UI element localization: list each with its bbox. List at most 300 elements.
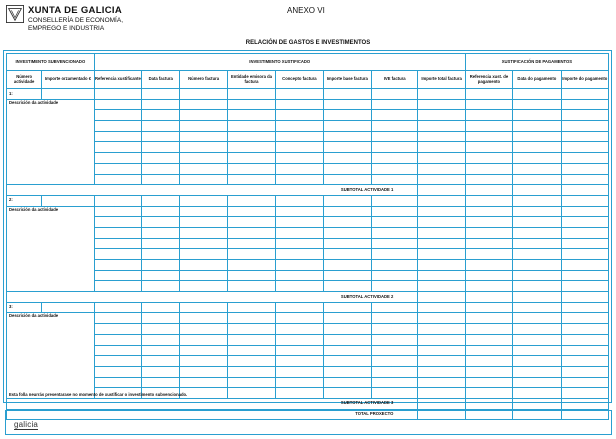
table-cell[interactable]	[94, 302, 141, 313]
table-cell[interactable]	[418, 110, 465, 121]
table-cell[interactable]	[227, 195, 275, 206]
table-cell[interactable]	[371, 249, 417, 260]
table-cell[interactable]	[94, 334, 141, 345]
table-cell[interactable]	[227, 227, 275, 238]
table-cell[interactable]	[94, 366, 141, 377]
table-cell[interactable]	[142, 89, 180, 100]
table-cell[interactable]	[561, 377, 608, 388]
budget-amount-cell[interactable]	[42, 89, 94, 100]
table-cell[interactable]	[561, 153, 608, 164]
table-cell[interactable]	[561, 302, 608, 313]
activity-description[interactable]: Descrición da actividade	[7, 313, 95, 399]
table-cell[interactable]	[513, 174, 561, 185]
table-cell[interactable]	[180, 99, 227, 110]
table-cell[interactable]	[227, 377, 275, 388]
table-cell[interactable]	[180, 270, 227, 281]
table-cell[interactable]	[227, 313, 275, 324]
table-cell[interactable]	[227, 153, 275, 164]
table-cell[interactable]	[323, 89, 371, 100]
subtotal-cell[interactable]	[513, 292, 561, 303]
table-cell[interactable]	[276, 89, 323, 100]
subtotal-cell[interactable]	[418, 292, 465, 303]
table-cell[interactable]	[276, 249, 323, 260]
table-cell[interactable]	[561, 121, 608, 132]
table-cell[interactable]	[276, 121, 323, 132]
table-cell[interactable]	[227, 302, 275, 313]
table-cell[interactable]	[142, 142, 180, 153]
table-cell[interactable]	[418, 174, 465, 185]
table-cell[interactable]	[561, 388, 608, 399]
table-cell[interactable]	[323, 334, 371, 345]
table-cell[interactable]	[513, 206, 561, 217]
table-cell[interactable]	[371, 217, 417, 228]
table-cell[interactable]	[276, 313, 323, 324]
table-cell[interactable]	[513, 142, 561, 153]
table-cell[interactable]	[276, 153, 323, 164]
table-cell[interactable]	[561, 99, 608, 110]
table-cell[interactable]	[142, 110, 180, 121]
table-cell[interactable]	[465, 260, 512, 271]
table-cell[interactable]	[465, 121, 512, 132]
table-cell[interactable]	[323, 302, 371, 313]
table-cell[interactable]	[513, 89, 561, 100]
table-cell[interactable]	[561, 142, 608, 153]
table-cell[interactable]	[465, 356, 512, 367]
table-cell[interactable]	[418, 153, 465, 164]
table-cell[interactable]	[180, 356, 227, 367]
table-cell[interactable]	[94, 324, 141, 335]
subtotal-cell[interactable]	[561, 185, 608, 196]
table-cell[interactable]	[561, 345, 608, 356]
table-cell[interactable]	[227, 345, 275, 356]
table-cell[interactable]	[371, 270, 417, 281]
table-cell[interactable]	[94, 195, 141, 206]
table-cell[interactable]	[94, 110, 141, 121]
table-cell[interactable]	[94, 131, 141, 142]
subtotal-cell[interactable]	[418, 398, 465, 409]
table-cell[interactable]	[418, 388, 465, 399]
table-cell[interactable]	[465, 388, 512, 399]
table-cell[interactable]	[94, 281, 141, 292]
table-cell[interactable]	[371, 377, 417, 388]
table-cell[interactable]	[465, 163, 512, 174]
table-cell[interactable]	[418, 195, 465, 206]
table-cell[interactable]	[323, 163, 371, 174]
table-cell[interactable]	[465, 334, 512, 345]
table-cell[interactable]	[371, 345, 417, 356]
table-cell[interactable]	[465, 174, 512, 185]
table-cell[interactable]	[180, 366, 227, 377]
table-cell[interactable]	[418, 163, 465, 174]
budget-amount-cell[interactable]	[42, 195, 94, 206]
table-cell[interactable]	[513, 110, 561, 121]
table-cell[interactable]	[418, 345, 465, 356]
table-cell[interactable]	[513, 249, 561, 260]
table-cell[interactable]	[418, 142, 465, 153]
table-cell[interactable]	[323, 142, 371, 153]
activity-description[interactable]: Descrición da actividade	[7, 99, 95, 185]
table-cell[interactable]	[180, 281, 227, 292]
table-cell[interactable]	[513, 345, 561, 356]
table-cell[interactable]	[180, 217, 227, 228]
table-cell[interactable]	[227, 334, 275, 345]
subtotal-cell[interactable]	[465, 185, 512, 196]
table-cell[interactable]	[465, 153, 512, 164]
table-cell[interactable]	[465, 281, 512, 292]
table-cell[interactable]	[94, 377, 141, 388]
table-cell[interactable]	[418, 377, 465, 388]
table-cell[interactable]	[227, 388, 275, 399]
table-cell[interactable]	[227, 366, 275, 377]
table-cell[interactable]	[180, 334, 227, 345]
table-cell[interactable]	[323, 121, 371, 132]
table-cell[interactable]	[180, 249, 227, 260]
table-cell[interactable]	[142, 313, 180, 324]
table-cell[interactable]	[276, 99, 323, 110]
table-cell[interactable]	[142, 163, 180, 174]
table-cell[interactable]	[227, 110, 275, 121]
table-cell[interactable]	[371, 281, 417, 292]
table-cell[interactable]	[227, 356, 275, 367]
table-cell[interactable]	[465, 110, 512, 121]
table-cell[interactable]	[276, 174, 323, 185]
table-cell[interactable]	[180, 153, 227, 164]
table-cell[interactable]	[323, 110, 371, 121]
table-cell[interactable]	[418, 366, 465, 377]
table-cell[interactable]	[323, 238, 371, 249]
table-cell[interactable]	[465, 195, 512, 206]
table-cell[interactable]	[142, 260, 180, 271]
table-cell[interactable]	[561, 260, 608, 271]
table-cell[interactable]	[371, 302, 417, 313]
table-cell[interactable]	[227, 206, 275, 217]
table-cell[interactable]	[94, 89, 141, 100]
table-cell[interactable]	[142, 270, 180, 281]
table-cell[interactable]	[418, 270, 465, 281]
subtotal-cell[interactable]	[513, 185, 561, 196]
table-cell[interactable]	[371, 324, 417, 335]
table-cell[interactable]	[142, 324, 180, 335]
table-cell[interactable]	[371, 260, 417, 271]
table-cell[interactable]	[276, 195, 323, 206]
table-cell[interactable]	[276, 110, 323, 121]
table-cell[interactable]	[323, 260, 371, 271]
table-cell[interactable]	[371, 89, 417, 100]
table-cell[interactable]	[513, 121, 561, 132]
table-cell[interactable]	[180, 89, 227, 100]
table-cell[interactable]	[371, 142, 417, 153]
table-cell[interactable]	[276, 270, 323, 281]
table-cell[interactable]	[227, 142, 275, 153]
table-cell[interactable]	[371, 99, 417, 110]
table-cell[interactable]	[418, 334, 465, 345]
table-cell[interactable]	[323, 227, 371, 238]
table-cell[interactable]	[276, 388, 323, 399]
table-cell[interactable]	[276, 324, 323, 335]
table-cell[interactable]	[94, 238, 141, 249]
table-cell[interactable]	[227, 270, 275, 281]
table-cell[interactable]	[513, 281, 561, 292]
table-cell[interactable]	[323, 324, 371, 335]
table-cell[interactable]	[513, 238, 561, 249]
table-cell[interactable]	[371, 227, 417, 238]
table-cell[interactable]	[276, 260, 323, 271]
table-cell[interactable]	[180, 131, 227, 142]
table-cell[interactable]	[561, 227, 608, 238]
table-cell[interactable]	[465, 345, 512, 356]
table-cell[interactable]	[465, 366, 512, 377]
table-cell[interactable]	[371, 174, 417, 185]
subtotal-cell[interactable]	[513, 398, 561, 409]
table-cell[interactable]	[323, 174, 371, 185]
table-cell[interactable]	[94, 356, 141, 367]
table-cell[interactable]	[561, 356, 608, 367]
table-cell[interactable]	[371, 366, 417, 377]
table-cell[interactable]	[465, 131, 512, 142]
table-cell[interactable]	[94, 206, 141, 217]
table-cell[interactable]	[276, 334, 323, 345]
table-cell[interactable]	[180, 377, 227, 388]
table-cell[interactable]	[465, 227, 512, 238]
table-cell[interactable]	[371, 334, 417, 345]
table-cell[interactable]	[94, 345, 141, 356]
table-cell[interactable]	[142, 356, 180, 367]
table-cell[interactable]	[94, 270, 141, 281]
table-cell[interactable]	[142, 227, 180, 238]
table-cell[interactable]	[371, 163, 417, 174]
table-cell[interactable]	[142, 302, 180, 313]
table-cell[interactable]	[561, 270, 608, 281]
table-cell[interactable]	[513, 377, 561, 388]
table-cell[interactable]	[465, 377, 512, 388]
table-cell[interactable]	[323, 366, 371, 377]
table-cell[interactable]	[561, 366, 608, 377]
table-cell[interactable]	[418, 324, 465, 335]
table-cell[interactable]	[561, 238, 608, 249]
table-cell[interactable]	[323, 131, 371, 142]
table-cell[interactable]	[227, 99, 275, 110]
table-cell[interactable]	[561, 131, 608, 142]
table-cell[interactable]	[142, 153, 180, 164]
table-cell[interactable]	[276, 366, 323, 377]
table-cell[interactable]	[465, 270, 512, 281]
table-cell[interactable]	[276, 302, 323, 313]
table-cell[interactable]	[142, 131, 180, 142]
table-cell[interactable]	[180, 110, 227, 121]
table-cell[interactable]	[94, 163, 141, 174]
table-cell[interactable]	[418, 89, 465, 100]
table-cell[interactable]	[371, 313, 417, 324]
table-cell[interactable]	[180, 206, 227, 217]
table-cell[interactable]	[371, 388, 417, 399]
table-cell[interactable]	[227, 324, 275, 335]
table-cell[interactable]	[561, 313, 608, 324]
table-cell[interactable]	[561, 281, 608, 292]
table-cell[interactable]	[465, 99, 512, 110]
table-cell[interactable]	[513, 131, 561, 142]
table-cell[interactable]	[513, 99, 561, 110]
table-cell[interactable]	[94, 260, 141, 271]
table-cell[interactable]	[561, 334, 608, 345]
table-cell[interactable]	[142, 99, 180, 110]
table-cell[interactable]	[323, 99, 371, 110]
table-cell[interactable]	[513, 153, 561, 164]
table-cell[interactable]	[418, 356, 465, 367]
table-cell[interactable]	[276, 227, 323, 238]
table-cell[interactable]	[513, 227, 561, 238]
subtotal-cell[interactable]	[465, 398, 512, 409]
table-cell[interactable]	[180, 345, 227, 356]
table-cell[interactable]	[465, 217, 512, 228]
table-cell[interactable]	[371, 238, 417, 249]
table-cell[interactable]	[465, 249, 512, 260]
table-cell[interactable]	[94, 174, 141, 185]
table-cell[interactable]	[180, 195, 227, 206]
table-cell[interactable]	[561, 206, 608, 217]
table-cell[interactable]	[94, 313, 141, 324]
table-cell[interactable]	[323, 270, 371, 281]
table-cell[interactable]	[276, 142, 323, 153]
table-cell[interactable]	[371, 153, 417, 164]
table-cell[interactable]	[94, 121, 141, 132]
table-cell[interactable]	[418, 260, 465, 271]
table-cell[interactable]	[180, 260, 227, 271]
table-cell[interactable]	[418, 206, 465, 217]
table-cell[interactable]	[227, 217, 275, 228]
table-cell[interactable]	[227, 121, 275, 132]
table-cell[interactable]	[94, 142, 141, 153]
table-cell[interactable]	[513, 270, 561, 281]
table-cell[interactable]	[142, 238, 180, 249]
table-cell[interactable]	[323, 345, 371, 356]
table-cell[interactable]	[276, 377, 323, 388]
table-cell[interactable]	[465, 313, 512, 324]
table-cell[interactable]	[227, 89, 275, 100]
table-cell[interactable]	[371, 131, 417, 142]
subtotal-cell[interactable]	[561, 292, 608, 303]
table-cell[interactable]	[323, 217, 371, 228]
table-cell[interactable]	[276, 281, 323, 292]
table-cell[interactable]	[371, 356, 417, 367]
subtotal-cell[interactable]	[418, 185, 465, 196]
table-cell[interactable]	[323, 377, 371, 388]
table-cell[interactable]	[513, 366, 561, 377]
table-cell[interactable]	[276, 356, 323, 367]
table-cell[interactable]	[513, 324, 561, 335]
table-cell[interactable]	[561, 217, 608, 228]
table-cell[interactable]	[418, 227, 465, 238]
table-cell[interactable]	[513, 195, 561, 206]
table-cell[interactable]	[418, 313, 465, 324]
table-cell[interactable]	[142, 121, 180, 132]
table-cell[interactable]	[418, 217, 465, 228]
table-cell[interactable]	[323, 206, 371, 217]
table-cell[interactable]	[513, 260, 561, 271]
table-cell[interactable]	[142, 249, 180, 260]
table-cell[interactable]	[276, 345, 323, 356]
table-cell[interactable]	[323, 249, 371, 260]
activity-description[interactable]: Descrición da actividade	[7, 206, 95, 292]
table-cell[interactable]	[94, 217, 141, 228]
table-cell[interactable]	[371, 110, 417, 121]
table-cell[interactable]	[561, 195, 608, 206]
table-cell[interactable]	[180, 121, 227, 132]
table-cell[interactable]	[142, 377, 180, 388]
table-cell[interactable]	[418, 131, 465, 142]
table-cell[interactable]	[513, 356, 561, 367]
table-cell[interactable]	[94, 153, 141, 164]
table-cell[interactable]	[227, 174, 275, 185]
table-cell[interactable]	[323, 195, 371, 206]
table-cell[interactable]	[94, 249, 141, 260]
table-cell[interactable]	[465, 324, 512, 335]
table-cell[interactable]	[513, 313, 561, 324]
table-cell[interactable]	[513, 217, 561, 228]
table-cell[interactable]	[142, 281, 180, 292]
table-cell[interactable]	[180, 142, 227, 153]
table-cell[interactable]	[180, 163, 227, 174]
table-cell[interactable]	[227, 260, 275, 271]
table-cell[interactable]	[180, 227, 227, 238]
table-cell[interactable]	[142, 334, 180, 345]
table-cell[interactable]	[371, 195, 417, 206]
table-cell[interactable]	[180, 174, 227, 185]
table-cell[interactable]	[227, 163, 275, 174]
table-cell[interactable]	[323, 153, 371, 164]
table-cell[interactable]	[418, 281, 465, 292]
table-cell[interactable]	[94, 227, 141, 238]
table-cell[interactable]	[323, 356, 371, 367]
table-cell[interactable]	[561, 163, 608, 174]
subtotal-cell[interactable]	[465, 292, 512, 303]
table-cell[interactable]	[561, 324, 608, 335]
table-cell[interactable]	[465, 206, 512, 217]
table-cell[interactable]	[323, 281, 371, 292]
table-cell[interactable]	[180, 324, 227, 335]
table-cell[interactable]	[142, 195, 180, 206]
table-cell[interactable]	[371, 206, 417, 217]
table-cell[interactable]	[513, 163, 561, 174]
table-cell[interactable]	[465, 142, 512, 153]
table-cell[interactable]	[561, 174, 608, 185]
table-cell[interactable]	[465, 238, 512, 249]
table-cell[interactable]	[276, 131, 323, 142]
table-cell[interactable]	[142, 206, 180, 217]
table-cell[interactable]	[323, 313, 371, 324]
table-cell[interactable]	[142, 345, 180, 356]
table-cell[interactable]	[323, 388, 371, 399]
table-cell[interactable]	[276, 206, 323, 217]
table-cell[interactable]	[276, 217, 323, 228]
table-cell[interactable]	[513, 302, 561, 313]
table-cell[interactable]	[142, 366, 180, 377]
table-cell[interactable]	[371, 121, 417, 132]
table-cell[interactable]	[465, 89, 512, 100]
table-cell[interactable]	[227, 281, 275, 292]
table-cell[interactable]	[180, 238, 227, 249]
table-cell[interactable]	[227, 131, 275, 142]
table-cell[interactable]	[94, 99, 141, 110]
budget-amount-cell[interactable]	[42, 302, 94, 313]
table-cell[interactable]	[276, 163, 323, 174]
table-cell[interactable]	[142, 174, 180, 185]
table-cell[interactable]	[513, 334, 561, 345]
table-cell[interactable]	[418, 302, 465, 313]
table-cell[interactable]	[418, 249, 465, 260]
table-cell[interactable]	[180, 313, 227, 324]
table-cell[interactable]	[465, 302, 512, 313]
subtotal-cell[interactable]	[561, 398, 608, 409]
